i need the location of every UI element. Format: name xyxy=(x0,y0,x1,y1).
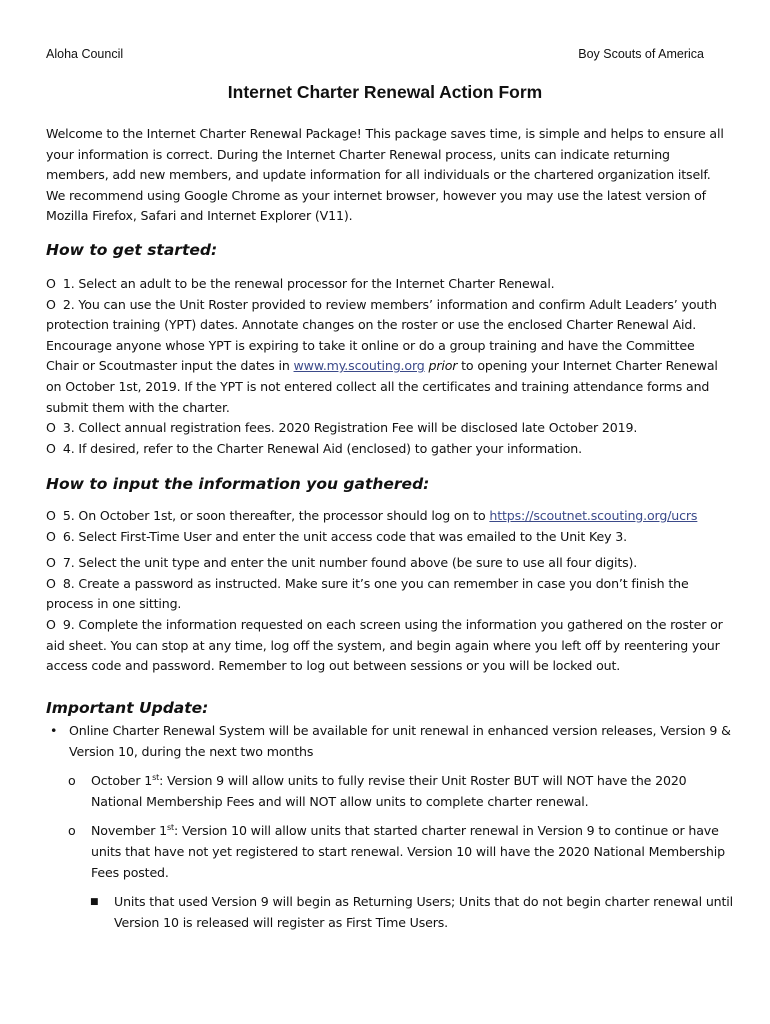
circle-icon: O xyxy=(46,555,56,571)
circle-icon: O xyxy=(46,616,56,632)
section-input-information xyxy=(46,506,730,677)
bullet-icon: • xyxy=(50,723,58,738)
scoutnet-link[interactable]: https://scoutnet.scouting.org/ucrs xyxy=(489,508,698,523)
square-bullet-icon: ■ xyxy=(90,897,99,908)
header-council: Aloha Council xyxy=(46,47,124,61)
heading-important-update: Important Update: xyxy=(46,699,209,717)
circle-icon: O xyxy=(46,420,56,436)
list-item: o November 1st: Version 10 will allow units that started charter renewal in Version 9 to continue or have units that have not yet registered to start renewal. Version 10 will have the 2020 National Membership Fees posted. xyxy=(68,823,725,880)
step-4: O 4. If desired, refer to the Charter Renewal Aid (enclosed) to gather your information. xyxy=(46,439,730,460)
circle-icon: O xyxy=(46,508,56,523)
circle-icon: O xyxy=(46,440,56,456)
step-3: O 3. Collect annual registration fees. 2020 Registration Fee will be disclosed late October 2019. xyxy=(46,418,730,439)
step-6: O 6. Select First-Time User and enter the unit access code that was emailed to the Unit Key 3. xyxy=(46,527,730,548)
section-get-started xyxy=(46,274,730,459)
circle-bullet-icon: o xyxy=(68,823,76,839)
step-7: O 7. Select the unit type and enter the unit number found above (be sure to use all four digits). xyxy=(46,553,730,574)
step-1: O 1. Select an adult to be the renewal processor for the Internet Charter Renewal. xyxy=(46,274,730,295)
header-organization: Boy Scouts of America xyxy=(578,47,704,61)
step-5: O 5. On October 1st, or soon thereafter, the processor should log on to https://scoutnet.scouting.org/ucrs xyxy=(46,506,730,527)
circle-bullet-icon: o xyxy=(68,773,76,789)
step-2: O 2. You can use the Unit Roster provided to review members’ information and confirm Adult Leaders’ youth protection training (YPT) dates. Annotate changes on the roster or use the enclosed Charter Renewal Aid. Encourage anyone whose YPT is expiring to take it online or do a group training and have the Committee Chair or Scoutmaster input the dates in www.my.scouting.org prior to opening your Internet Charter Renewal on October 1st, 2019. If the YPT is not entered collect all the certificates and training attendance forms and submit them with the charter. xyxy=(46,296,718,415)
my-scouting-link[interactable]: www.my.scouting.org xyxy=(293,358,425,374)
list-item: o October 1st: Version 9 will allow units to fully revise their Unit Roster BUT will NOT have the 2020 National Membership Fees and will NOT allow units to complete charter renewal. xyxy=(68,773,687,809)
page-title: Internet Charter Renewal Action Form xyxy=(227,82,543,102)
circle-icon: O xyxy=(46,276,56,291)
update-list xyxy=(46,721,736,933)
intro-paragraph: Welcome to the Internet Charter Renewal Package! This package saves time, is simple and helps to ensure all your information is correct. During the Internet Charter Renewal process, units can indicate returning members, add new members, and update information for all individuals or the chartered organization itself. We recommend using Google Chrome as your internet browser, however you may use the latest version of Mozilla Firefox, Safari and Internet Explorer (V11). xyxy=(46,126,724,224)
circle-icon: O xyxy=(46,528,56,544)
circle-icon: O xyxy=(46,575,56,591)
heading-how-to-input: How to input the information you gathered: xyxy=(46,475,430,493)
heading-how-to-get-started: How to get started: xyxy=(46,241,218,259)
step-9: O 9. Complete the information requested on each screen using the information you gathered on the roster or aid sheet. You can stop at any time, log off the system, and begin again where you left off by reentering your access code and password. Remember to log out between sessions or you will be locked out. xyxy=(46,616,723,674)
step-8: O 8. Create a password as instructed. Make sure it’s one you can remember in case you don’t finish the process in one sitting. xyxy=(46,575,689,612)
circle-icon: O xyxy=(46,296,56,312)
list-item: • Online Charter Renewal System will be available for unit renewal in enhanced version releases, Version 9 & Version 10, during the next two months xyxy=(50,723,731,759)
list-item: ■ Units that used Version 9 will begin as Returning Users; Units that do not begin charter renewal until Version 10 is released will register as First Time Users. xyxy=(90,894,733,930)
